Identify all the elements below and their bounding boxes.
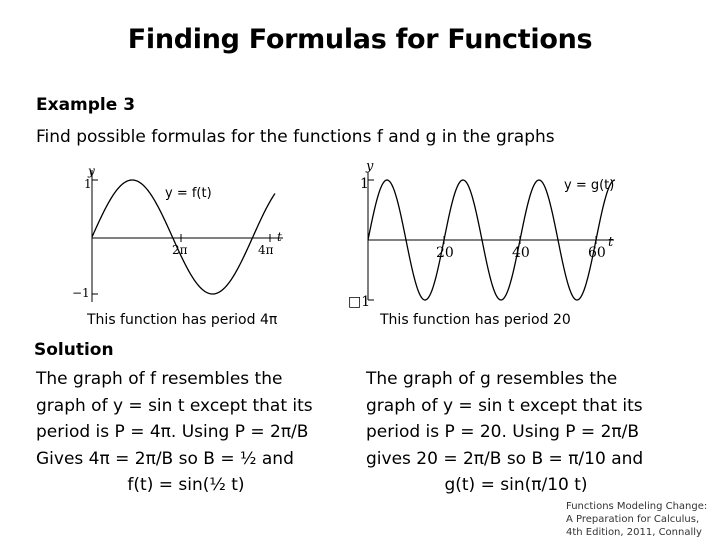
slide-title: Finding Formulas for Functions xyxy=(127,24,593,55)
solution-g-line: gives 20 = 2π/B so B = π/10 and xyxy=(366,448,644,469)
citation xyxy=(566,500,707,539)
solution-f-line: period is P = 4π. Using P = 2π/B xyxy=(36,422,309,442)
graph-g-y-max-label: 1 xyxy=(360,176,369,192)
graph-f-y-min-label: −1 xyxy=(72,286,90,300)
citation-line: 4th Edition, 2011, Connally xyxy=(566,527,702,538)
graph-g-y-min-label: □1 xyxy=(348,294,371,310)
citation-line: A Preparation for Calculus, xyxy=(566,514,700,525)
graph-g-xtick-label-60: 60 xyxy=(588,245,606,261)
graph-f-y-axis-label: y xyxy=(88,164,95,178)
example-heading: Example 3 xyxy=(36,95,136,115)
graph-f-caption: This function has period 4π xyxy=(87,312,278,328)
graph-f-xtick-label-4pi: 4π xyxy=(258,243,274,257)
graph-g-y-axis-label: y xyxy=(366,160,374,174)
graph-g-x-axis-label: t xyxy=(608,235,614,250)
graph-f-y-max-label: 1 xyxy=(84,177,92,191)
citation-line: Functions Modeling Change: xyxy=(566,501,708,512)
graph-f-xtick-label-2pi: 2π xyxy=(172,243,188,257)
solution-f-formula: f(t) = sin(½ t) xyxy=(127,475,245,495)
solution-g-line: The graph of g resembles the xyxy=(366,369,618,389)
solution-f-line: graph of y = sin t except that its xyxy=(36,395,313,416)
solution-g-line: period is P = 20. Using P = 2π/B xyxy=(366,422,640,442)
solution-g-line: graph of y = sin t except that its xyxy=(366,395,643,416)
instruction-text: Find possible formulas for the functions f and g in the graphs xyxy=(36,127,555,147)
graph-f-curve-label: y = f(t) xyxy=(165,186,212,201)
solution-f-line: Gives 4π = 2π/B so B = ½ and xyxy=(36,448,294,469)
solution-g-formula: g(t) = sin(π/10 t) xyxy=(444,475,588,495)
graph-g-curve-label: y = g(t) xyxy=(564,178,615,193)
graph-f-x-axis-label: t xyxy=(277,230,282,244)
graph-g-xtick-label-40: 40 xyxy=(512,245,530,261)
graph-f xyxy=(68,160,288,310)
graph-g-xtick-label-20: 20 xyxy=(436,245,454,261)
graph-g-caption: This function has period 20 xyxy=(380,312,571,328)
solution-f-text xyxy=(36,366,336,499)
solution-f-line: The graph of f resembles the xyxy=(36,369,283,389)
solution-heading: Solution xyxy=(34,340,114,360)
solution-g-text xyxy=(366,366,666,499)
graph-g xyxy=(344,160,620,310)
